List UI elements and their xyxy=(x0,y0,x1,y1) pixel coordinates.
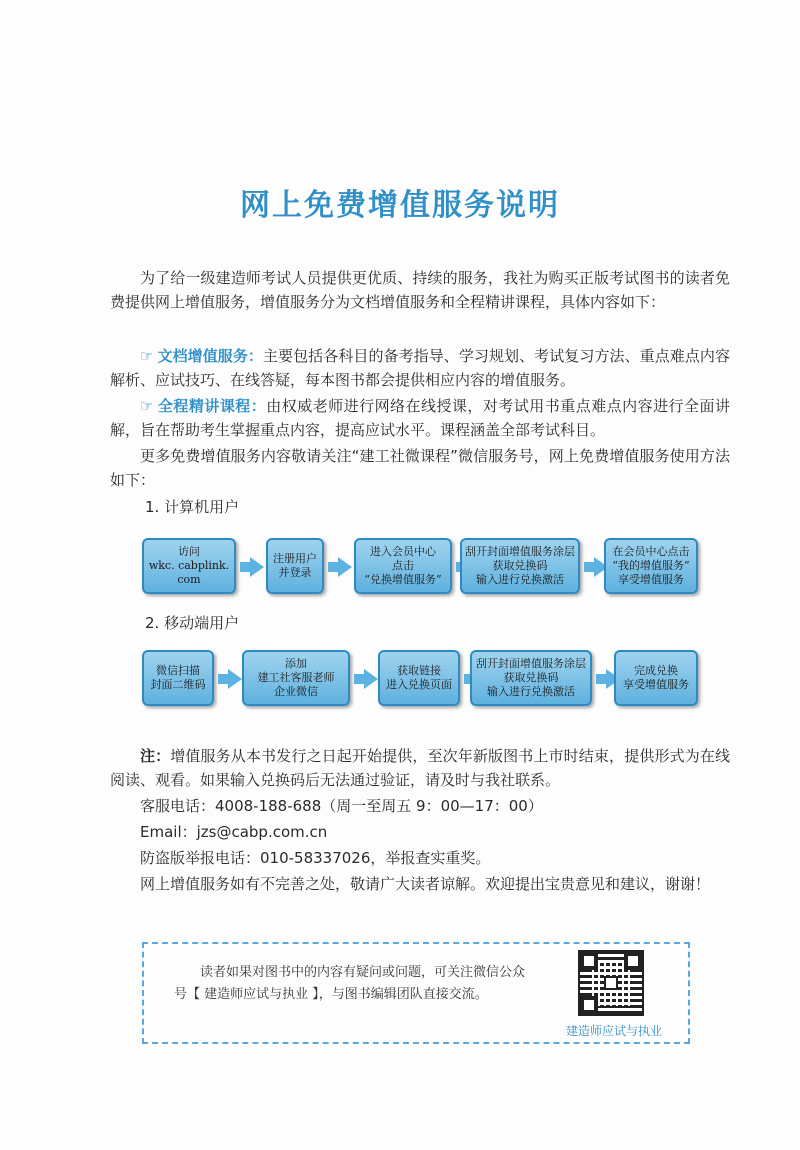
email: Email：jzs@cabp.com.cn xyxy=(140,823,328,841)
logo-icon xyxy=(604,976,618,990)
contact-box xyxy=(142,942,690,1044)
pc-step-5: 在会员中心点击 “我的增值服务” 享受增值服务 xyxy=(604,538,698,594)
qr-code[interactable] xyxy=(578,950,644,1016)
mobile-step-2: 添加 建工社客服老师 企业微信 xyxy=(242,650,350,706)
hotline: 客服电话：4008-188-688（周一至周五 9：00—17：00） xyxy=(140,797,543,815)
pc-flow xyxy=(142,538,698,600)
arrow-icon xyxy=(364,669,378,689)
note-text: 增值服务从本书发行之日起开始提供，至次年新版图书上市时结束，提供形式为在线阅读、观看。如果输入兑换码后无法通过验证，请及时与我社联系。 xyxy=(110,747,730,789)
pc-step-4: 刮开封面增值服务涂层 获取兑换码 输入进行兑换激活 xyxy=(460,538,580,594)
arrow-icon xyxy=(250,557,264,577)
pointing-hand-icon: ☞ xyxy=(140,397,154,415)
arrow-icon xyxy=(228,669,242,689)
note-label: 注： xyxy=(140,747,171,765)
mobile-step-1: 微信扫描 封面二维码 xyxy=(142,650,214,706)
mobile-step-5: 完成兑换 享受增值服务 xyxy=(614,650,698,706)
contact-tip: 读者如果对图书中的内容有疑问或问题，可关注微信公众号【 建造师应试与执业 】，与图书编辑团队直接交流。 xyxy=(174,965,526,1002)
arrow-icon xyxy=(338,557,352,577)
closing-text: 网上增值服务如有不完善之处，敬请广大读者谅解。欢迎提出宝贵意见和建议，谢谢！ xyxy=(140,875,711,893)
pc-heading: 1. 计算机用户 xyxy=(145,498,240,516)
course-service-paragraph xyxy=(110,394,730,442)
course-service-text: 由权威老师进行网络在线授课，对考试用书重点难点内容进行全面讲解，旨在帮助考生掌握重点内容，提高应试水平。课程涵盖全部考试科目。 xyxy=(110,397,730,439)
qr-label: 建造师应试与执业 xyxy=(565,1024,662,1038)
intro-paragraph: 为了给一级建造师考试人员提供更优质、持续的服务，我社为购买正版考试图书的读者免费提供网上增值服务，增值服务分为文档增值服务和全程精讲课程，具体内容如下： xyxy=(110,269,730,311)
page-title: 网上免费增值服务说明 xyxy=(240,188,560,223)
pc-step-2: 注册用户 并登录 xyxy=(266,538,324,594)
mobile-flow xyxy=(142,650,698,712)
piracy-hotline: 防盗版举报电话：010-58337026，举报查实重奖。 xyxy=(140,849,491,867)
mobile-step-4: 刮开封面增值服务涂层 获取兑换码 输入进行兑换激活 xyxy=(470,650,592,706)
pc-step-3: 进入会员中心 点击 “兑换增值服务” xyxy=(354,538,452,594)
pc-step-1: 访问 wkc. cabplink. com xyxy=(142,538,236,594)
course-service-label: 全程精讲课程： xyxy=(157,397,267,415)
doc-service-label: 文档增值服务： xyxy=(157,347,263,365)
mobile-heading: 2. 移动端用户 xyxy=(145,614,240,632)
pointing-hand-icon: ☞ xyxy=(140,347,154,365)
note-paragraph xyxy=(110,744,730,792)
doc-service-paragraph xyxy=(110,344,730,392)
more-paragraph: 更多免费增值服务内容敬请关注“建工社微课程”微信服务号，网上免费增值服务使用方法如下： xyxy=(110,447,730,489)
mobile-step-3: 获取链接 进入兑换页面 xyxy=(378,650,460,706)
doc-service-text: 主要包括各科目的备考指导、学习规划、考试复习方法、重点难点内容解析、应试技巧、在线答疑，每本图书都会提供相应内容的增值服务。 xyxy=(110,347,730,389)
